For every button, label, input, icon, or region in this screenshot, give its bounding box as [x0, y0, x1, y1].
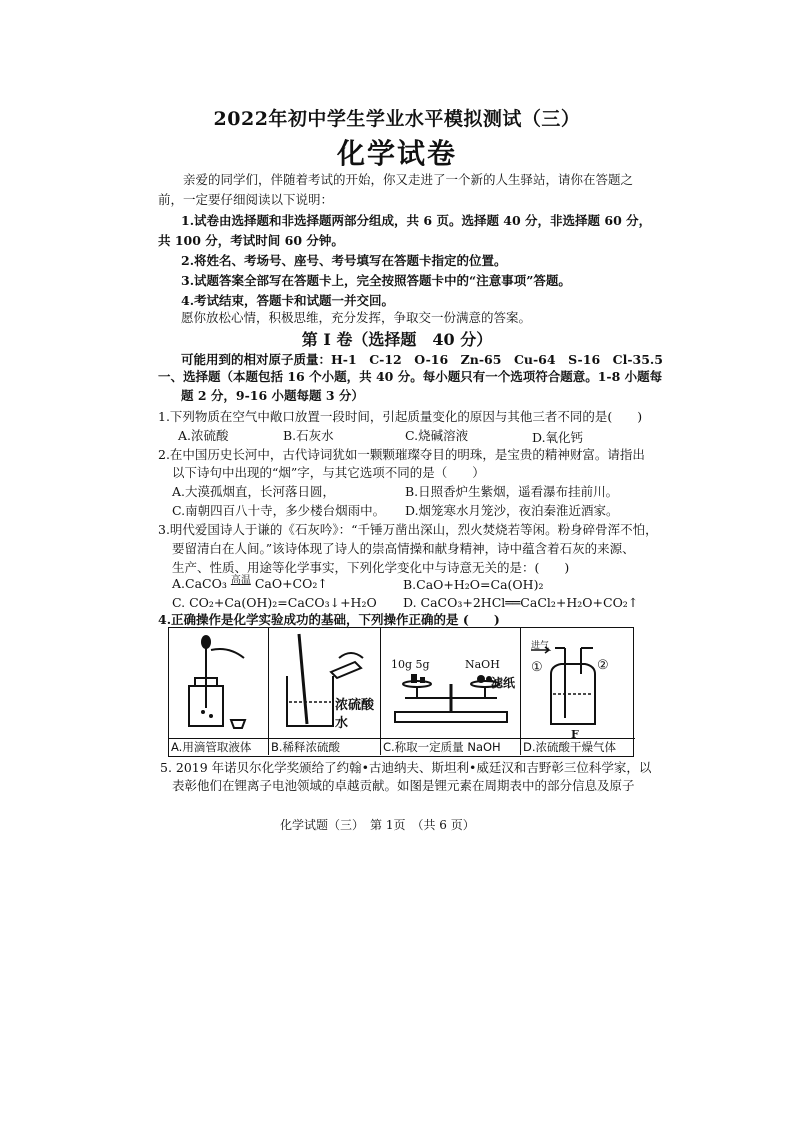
q4-caption-b: B.稀释浓硫酸 [269, 738, 380, 755]
q3-a-condition [231, 576, 251, 594]
q3-stem-2: 要留清白在人间。”该诗体现了诗人的崇高情操和献身精神，诗中蕴含着石灰的来源、 [172, 541, 635, 556]
intro-line-1: 亲爱的同学们，伴随着考试的开始，你又走进了一个新的人生驿站，请你在答题之 [183, 172, 634, 187]
label-naoh: NaOH [465, 658, 500, 671]
part-instructions-b: 题 2 分，9-16 小题每题 3 分） [181, 388, 364, 403]
label-f: F [571, 728, 579, 741]
q2-option-d: D.烟笼寒水月笼沙，夜泊秦淮近酒家。 [405, 503, 619, 518]
q2-option-a: A.大漠孤烟直，长河落日圆， [172, 484, 336, 499]
q3-stem-1: 3.明代爱国诗人于谦的《石灰吟》：“千锤万凿出深山，烈火焚烧若等闲。粉身碎骨浑不怕， [158, 522, 658, 537]
q2-option-b: B.日照香炉生紫烟，遥看瀑布挂前川。 [405, 484, 619, 499]
q4-figure-c [381, 628, 521, 755]
label-gas-in: 进气 [531, 641, 550, 651]
q4-figure-row [168, 627, 634, 757]
label-port-2: ② [597, 658, 609, 673]
q1-option-a: A.浓硫酸 [178, 428, 229, 443]
label-water: 水 [335, 716, 349, 731]
q2-stem-2: 以下诗句中出现的“烟”字，与其它选项不同的是（ ） [172, 465, 485, 480]
rule-1a: 1.试卷由选择题和非选择题两部分组成，共 6 页。选择题 40 分，非选择题 60 分， [181, 213, 652, 228]
q3-option-b: B.CaO+H₂O=Ca(OH)₂ [403, 577, 544, 592]
label-concentrated-acid: 浓硫酸 [335, 698, 375, 713]
page-footer: 化学试题（三） 第 1页 （共 6 页） [280, 818, 475, 832]
q3-a-products: CaO+CO₂↑ [254, 576, 328, 591]
q1-option-d: D.氧化钙 [532, 430, 584, 445]
q4-caption-a: A.用滴管取液体 [169, 738, 268, 755]
q1-stem: 1.下列物质在空气中敞口放置一段时间，引起质量变化的原因与其他三者不同的是( ) [158, 409, 643, 424]
q3-a-reactant: A.CaCO₃ [172, 576, 227, 591]
dropper-illustration [169, 628, 269, 738]
q3-stem-3: 生产、性质、用途等化学事实，下列化学变化中与诗意无关的是：( ) [172, 560, 570, 575]
part-instructions-a: 一、选择题（本题包括 16 个小题，共 40 分。每小题只有一个选项符合题意。1-8 小题每 [158, 369, 663, 384]
beaker-illustration [269, 628, 381, 738]
q3-a-condition-text: 高温 [230, 575, 251, 586]
q4-stem: 4.正确操作是化学实验成功的基础，下列操作正确的是 ( ) [158, 612, 500, 627]
rule-2: 2.将姓名、考场号、座号、考号填写在答题卡指定的位置。 [181, 253, 507, 268]
rule-3: 3.试题答案全部写在答题卡上，完全按照答题卡中的“注意事项”答题。 [181, 273, 571, 288]
q5-stem-1: 5. 2019 年诺贝尔化学奖颁给了约翰•古迪纳夫、斯坦利•威廷汉和吉野彰三位科学家，以 [160, 760, 652, 775]
q4-caption-d: D.浓硫酸干燥气体 [521, 738, 635, 755]
q3-option-d: D. CaCO₃+2HCl══CaCl₂+H₂O+CO₂↑ [403, 595, 639, 610]
q4-figure-a [169, 628, 269, 755]
exam-title: 2022年初中学生学业水平模拟测试（三） [213, 108, 581, 130]
q3-option-c: C. CO₂+Ca(OH)₂=CaCO₃↓+H₂O [172, 595, 377, 610]
subject-title: 化学试卷 [336, 137, 457, 170]
q2-option-c: C.南朝四百八十寺，多少楼台烟雨中。 [172, 503, 386, 518]
label-filter-paper: 滤纸 [491, 676, 516, 690]
q2-stem-1: 2.在中国历史长河中，古代诗词犹如一颗颗璀璨夺目的明珠，是宝贵的精神财富。请指出 [158, 447, 645, 462]
q5-stem-2: 表彰他们在锂离子电池领域的卓越贡献。如图是锂元素在周期表中的部分信息及原子 [172, 778, 635, 793]
rule-4: 4.考试结束，答题卡和试题一并交回。 [181, 293, 395, 308]
intro-line-2: 前，一定要仔细阅读以下说明： [158, 192, 334, 207]
rule-1b: 共 100 分，考试时间 60 分钟。 [158, 233, 344, 248]
q1-option-b: B.石灰水 [283, 428, 334, 443]
q1-option-c: C.烧碱溶液 [405, 428, 469, 443]
q4-figure-d [521, 628, 635, 755]
q3-option-a [172, 576, 328, 594]
label-weights: 10g 5g [391, 658, 430, 671]
label-port-1: ① [531, 660, 543, 675]
atomic-masses: 可能用到的相对原子质量：H-1 C-12 O-16 Zn-65 Cu-64 S-16 Cl-35.5 [181, 352, 663, 367]
q4-figure-b [269, 628, 381, 755]
q4-caption-c: C.称取一定质量 NaOH [381, 738, 520, 755]
section-title: 第 I 卷（选择题 40 分） [301, 330, 493, 349]
wish-line: 愿你放松心情，积极思维，充分发挥，争取交一份满意的答案。 [181, 310, 532, 325]
